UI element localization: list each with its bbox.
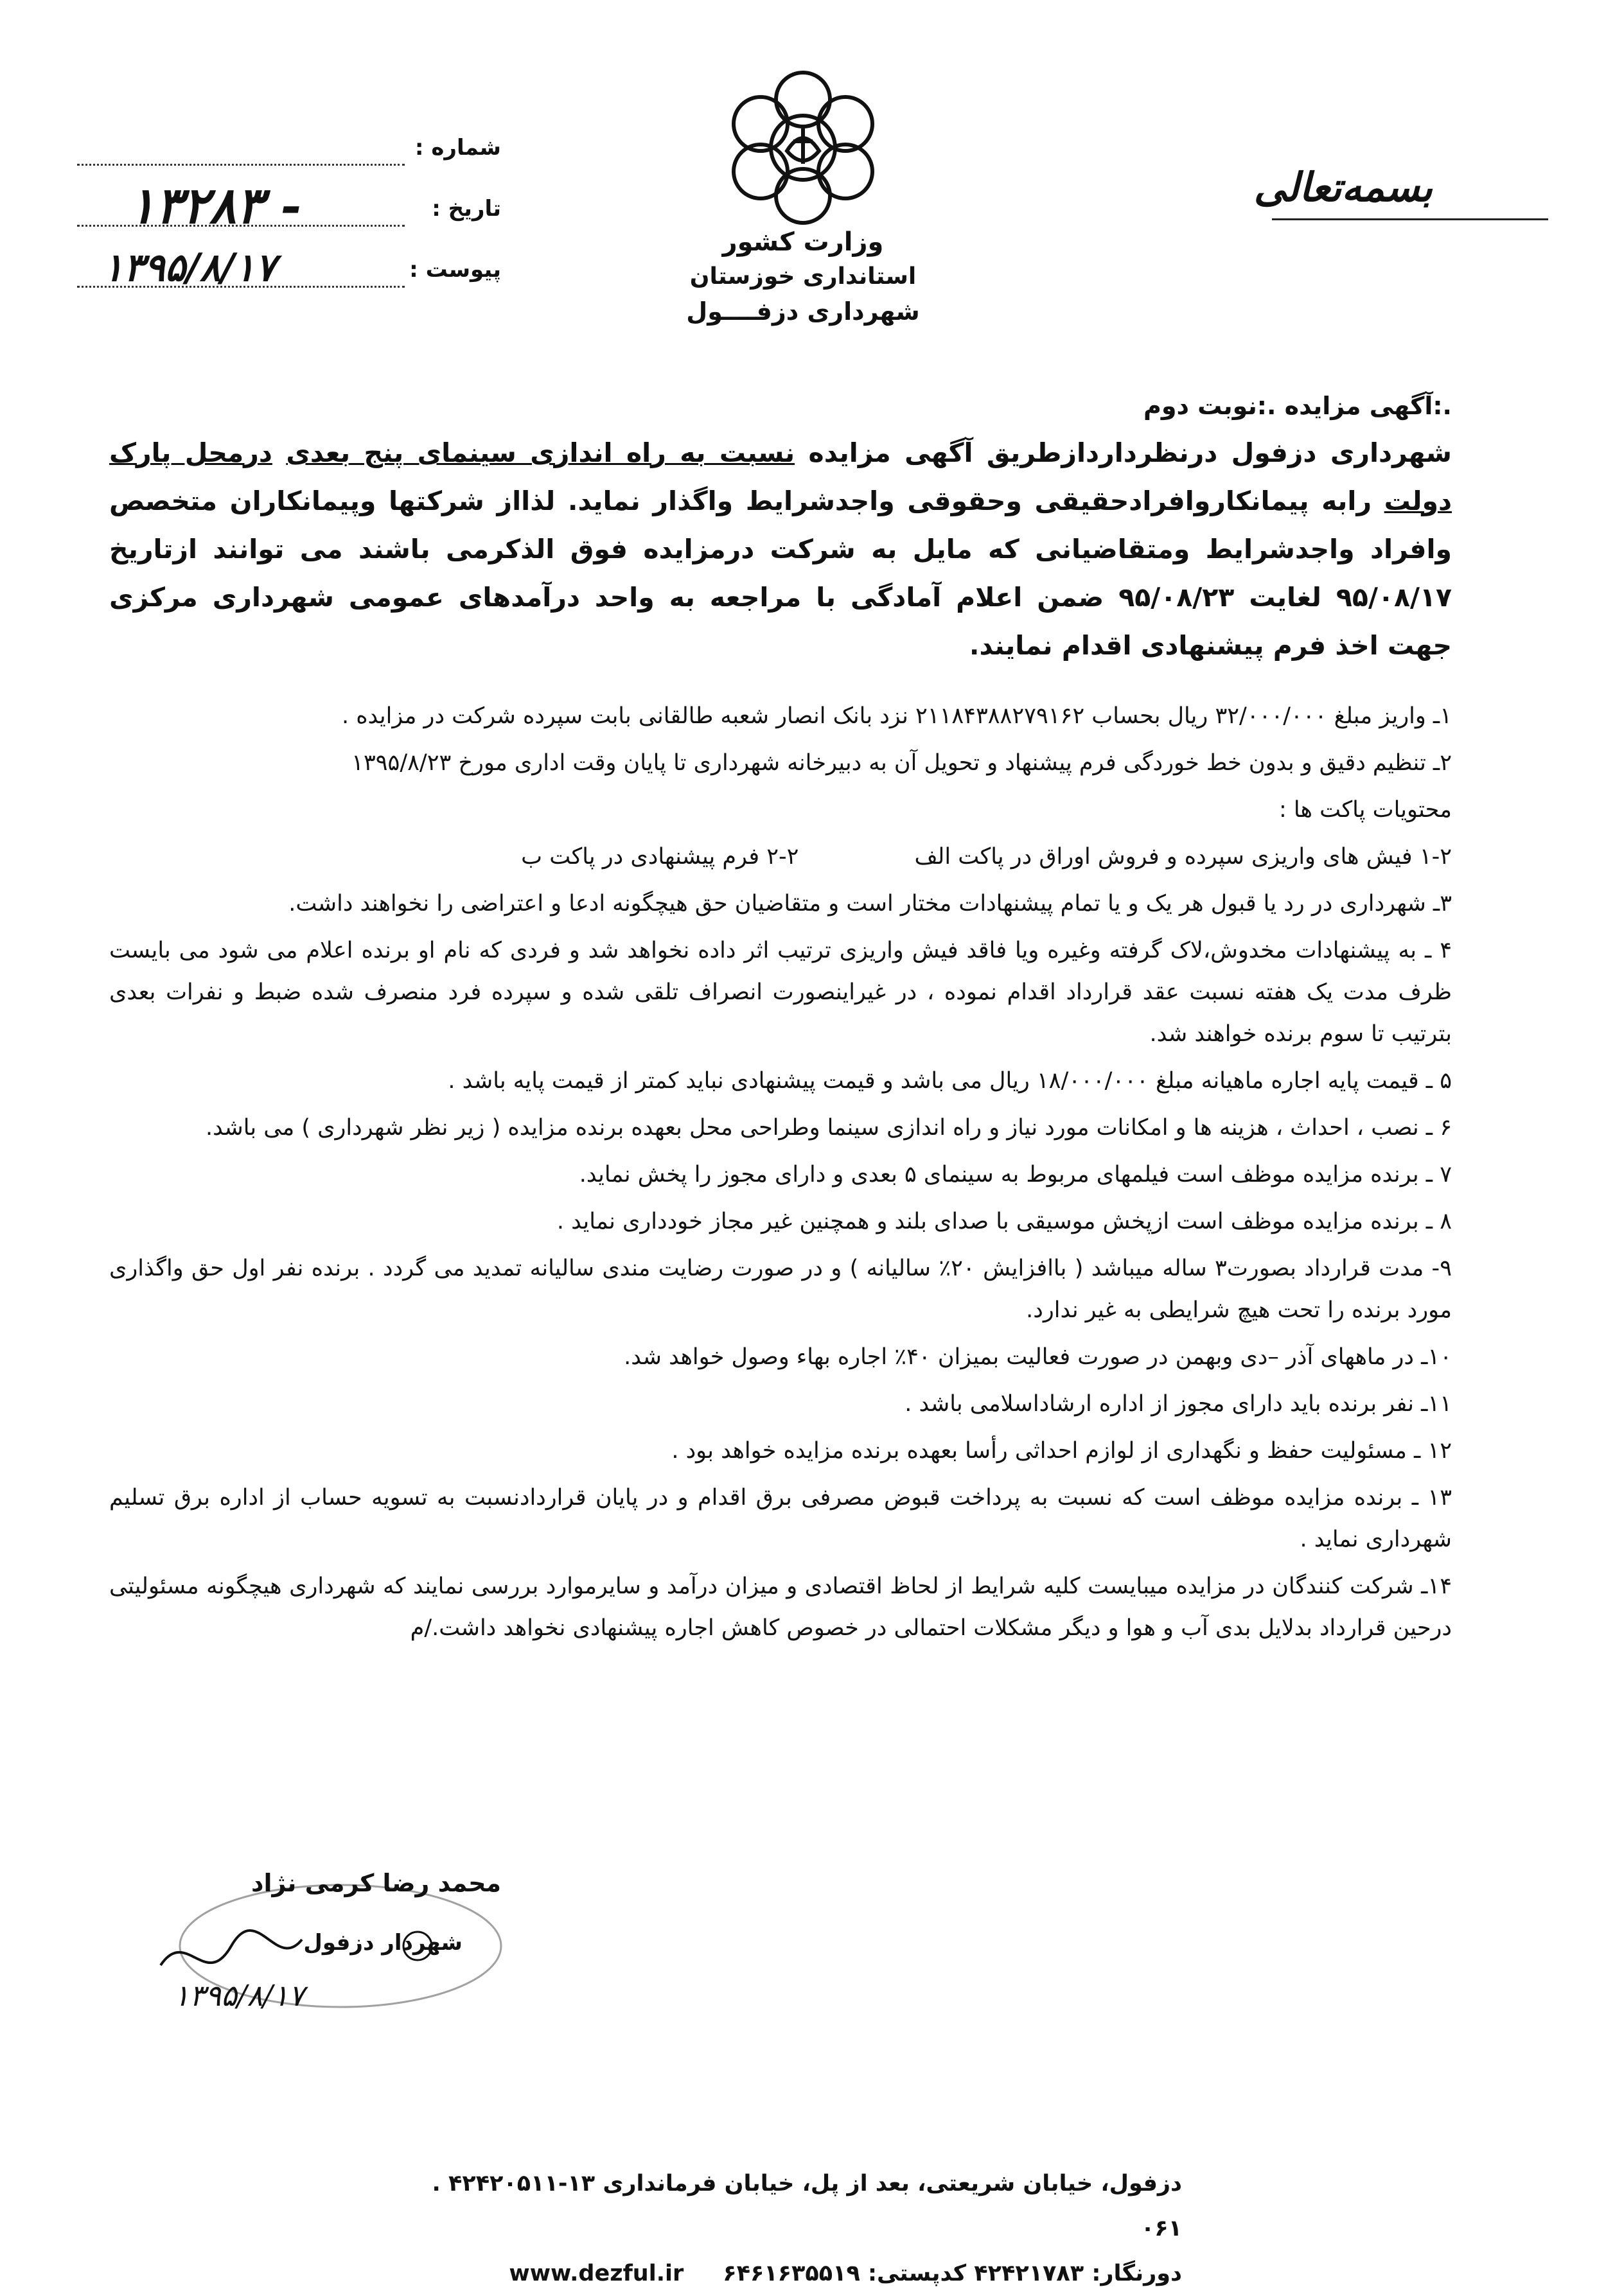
packet-a: ۱-۲ فیش های واریزی سپرده و فروش اوراق در پاکت الف (914, 844, 1452, 870)
condition-14: ۱۴ـ شرکت کنندگان در مزایده میبایست کلیه شرایط از لحاظ اقتصادی و میزان درآمد و سایرموارد بررسی نمایند که شهرداری هیچگونه مسئولیتی درحین قرارداد بدلایل بدی آب و هوا و دیگر مشکلات احتمالی در خصوص کاهش اجاره پیشنهادی نخواهد داشت./م (109, 1573, 1452, 1641)
packet-b: ۲-۲ فرم پیشنهادی در پاکت ب (521, 844, 799, 870)
intro-part-b (272, 437, 286, 468)
municipality-name: شهرداری دزفــــول (686, 297, 920, 326)
footer-address: دزفول، خیابان شریعتی، بعد از پل، خیابان فرمانداری ۱۳-۴۲۴۲۰۵۱۱ . ۰۶۱ (432, 2171, 1182, 2241)
intro-part-a: شهرداری دزفول درنظرداردازطریق آگهی مزایده (795, 437, 1452, 468)
number-label: شماره : (414, 135, 501, 161)
municipality-emblem-icon (716, 61, 890, 234)
condition-11: ۱۱ـ نفر برنده باید دارای مجوز از اداره ارشاداسلامی باشد . (904, 1391, 1452, 1417)
letter-date-value: ۱۳۹۵/۸/۱۷ (103, 245, 276, 290)
notice-body (109, 392, 1452, 1654)
letter-meta (77, 128, 501, 311)
signatory-title: شهردار دزفول (303, 1930, 463, 1956)
condition-7: ۷ ـ برنده مزایده موظف است فیلمهای مربوط به سینمای ۵ بعدی و دارای مجوز را پخش نماید. (579, 1162, 1452, 1187)
condition-4: ۴ ـ به پیشنهادات مخدوش،لاک گرفته وغیره ویا فاقد فیش واریزی ترتیب اثر داده نخواهد شد و فردی که نام او برنده اعلام می شود می بایست ظرف مدت یک هفته نسبت عقد قرارداد اقدام نموده ، در غیراینصورت انصراف تلقی شده و سپرده فرد منصرف شده ضبط و نفرات بعدی بترتیب تا سوم برنده خواهند شد. (109, 938, 1452, 1047)
signature-block (148, 1869, 507, 2036)
notice-intro (109, 429, 1452, 670)
attachment-label: پیوست : (409, 257, 501, 283)
date-row (77, 177, 501, 250)
packets-label: محتویات پاکت ها : (1278, 797, 1452, 823)
condition-5: ۵ ـ قیمت پایه اجاره ماهیانه مبلغ ۱۸/۰۰۰/۰۰۰ ریال می باشد و قیمت پیشنهادی نباید کمتر از قیمت پایه باشد . (448, 1068, 1452, 1094)
notice-title: .:آگهی مزایده .:نوبت دوم (1143, 392, 1452, 420)
intro-underlined-location: درمحل پارک دولت (109, 437, 1452, 516)
footer-fax-postal: دورنگار: ۴۲۴۲۱۷۸۳ کدپستی: ۶۴۶۱۶۳۵۵۱۹ (723, 2261, 1182, 2286)
condition-1: ۱ـ واریز مبلغ ۳۲/۰۰۰/۰۰۰ ریال بحساب ۲۱۱۸۴۳۸۸۲۷۹۱۶۲ نزد بانک انصار شعبه طالقانی بابت سپرده شرکت در مزایده . (341, 703, 1452, 729)
attachment-row (77, 245, 501, 311)
condition-10: ۱۰ـ در ماههای آذر –دی وبهمن در صورت فعالیت بمیزان ۴۰٪ اجاره بهاء وصول خواهد شد. (624, 1344, 1452, 1370)
governorate-name: استانداری خوزستان (689, 263, 917, 290)
bismillah-heading: بسمه‌تعالی (1253, 164, 1433, 211)
condition-3: ۳ـ شهرداری در رد یا قبول هر یک و یا تمام پیشنهادات مختار است و متقاضیان حق هیچگونه ادعا و اعتراضی را نخواهند داشت. (288, 891, 1452, 916)
bismillah-underline (1272, 218, 1548, 220)
condition-2: ۲ـ تنظیم دقیق و بدون خط خوردگی فرم پیشنهاد و تحویل آن به دبیرخانه شهرداری تا پایان وقت اداری مورخ ۱۳۹۵/۸/۲۳ (351, 750, 1452, 776)
condition-8: ۸ ـ برنده مزایده موظف است ازپخش موسیقی با صدای بلند و همچنین غیر مجاز خودداری نماید . (556, 1209, 1452, 1234)
footer-website-link[interactable]: www.dezful.ir (509, 2261, 684, 2286)
footer-contact (385, 2251, 1182, 2296)
ministry-name: وزارت کشور (722, 227, 884, 257)
condition-9: ۹- مدت قرارداد بصورت۳ ساله میباشد ( باافزایش ۲۰٪ سالیانه ) و در صورت رضایت مندی سالیانه تمدید می گردد . برنده نفر اول حق واگذاری مورد برنده را تحت هیچ شرایطی به غیر ندارد. (109, 1256, 1452, 1323)
intro-underlined-subject: نسبت به راه اندازی سینمای پنج بعدی (286, 437, 795, 468)
signatory-name: محمد رضا کرمی نژاد (251, 1869, 501, 1897)
condition-13: ۱۳ ـ برنده مزایده موظف است که نسبت به پرداخت قبوض مصرفی برق اقدام و در پایان قراردادنسبت به تسویه حساب از اداره برق تسلیم شهرداری نماید . (109, 1485, 1452, 1552)
number-line (77, 164, 405, 166)
date-label: تاریخ : (432, 196, 501, 222)
signature-date: ۱۳۹۵/۸/۱۷ (173, 1978, 304, 2013)
intro-part-c: رابه پیمانکاروافرادحقیقی وحقوقی واجدشرایط واگذار نماید. لذااز شرکتها وپیمانکاران متخصص وافراد واجدشرایط ومتقاضیانی که مایل به شرکت درمزایده فوق الذکرمی باشند می توانند ازتاریخ ۹۵/۰۸/۱۷ لغایت ۹۵/۰۸/۲۳ ضمن اعلام آمادگی با مراجعه به واحد درآمدهای عمومی شهرداری مرکزی جهت اخذ فرم پیشنهادی اقدام نمایند. (109, 486, 1452, 661)
condition-12: ۱۲ ـ مسئولیت حفظ و نگهداری از لوازم احداثی رأسا بعهده برنده مزایده خواهد بود . (671, 1438, 1452, 1464)
letter-footer (385, 2161, 1182, 2296)
letter-number-value: ۱۳۲۸۳ - (128, 177, 302, 235)
ministry-block (642, 225, 964, 329)
condition-6: ۶ ـ نصب ، احداث ، هزینه ها و امکانات مورد نیاز و راه اندازی سینما وطراحی محل بعهده برنده مزایده ( زیر نظر شهرداری ) می باشد. (205, 1115, 1452, 1141)
packets-row (109, 836, 1452, 878)
